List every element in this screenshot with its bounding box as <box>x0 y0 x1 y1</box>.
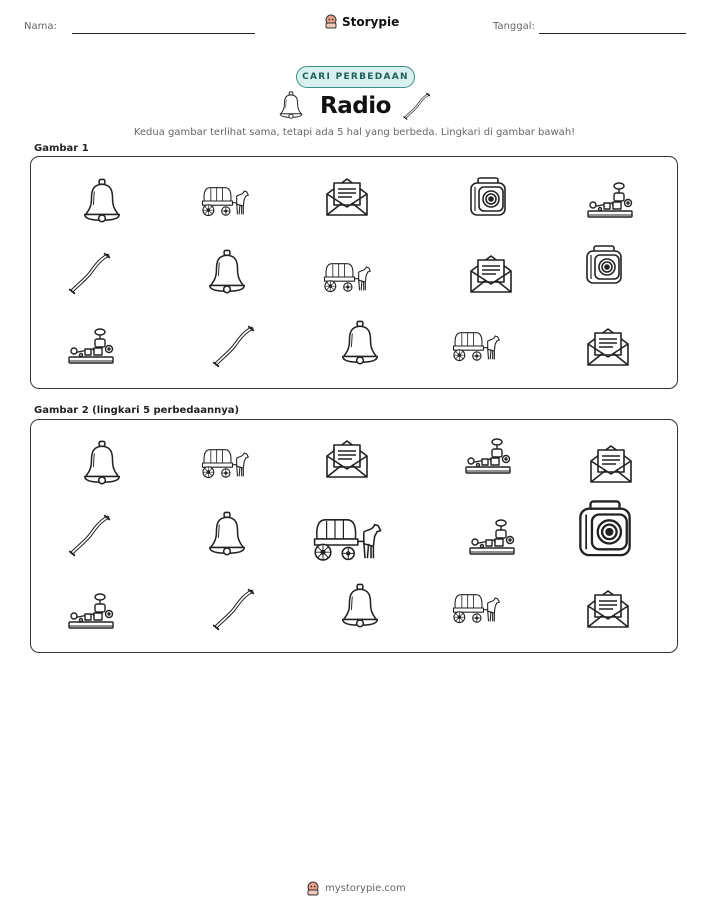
instructions: Kedua gambar terlihat sama, tetapi ada 5 hal yang berbeda. Lingkari di gambar bawah! <box>133 127 576 138</box>
envelope-letter-icon <box>325 176 369 218</box>
envelope-letter-icon[interactable] <box>589 443 633 485</box>
brand-name: Storypie <box>342 14 400 29</box>
speaker-box-icon <box>584 245 624 285</box>
envelope-letter-icon[interactable] <box>586 588 630 630</box>
telegraph-key-icon <box>67 327 115 367</box>
date-label: Tanggal: <box>493 21 535 32</box>
name-field[interactable] <box>72 33 255 34</box>
bell-icon <box>279 91 303 121</box>
covered-wagon-icon[interactable] <box>451 591 501 625</box>
bell-icon[interactable] <box>207 511 247 559</box>
page-title: Radio <box>320 93 391 119</box>
covered-wagon-icon <box>451 329 501 363</box>
speaker-box-icon <box>468 177 508 217</box>
covered-wagon-icon <box>322 260 372 294</box>
telegraph-key-icon[interactable] <box>67 592 115 632</box>
footer-url: mystorypie.com <box>325 883 406 894</box>
antenna-wire-icon[interactable] <box>66 512 114 558</box>
telegraph-key-icon <box>586 181 634 221</box>
date-field[interactable] <box>539 33 686 34</box>
bell-icon <box>82 178 122 226</box>
envelope-letter-icon <box>586 326 630 368</box>
name-label: Nama: <box>24 21 57 32</box>
storypie-mascot-icon <box>324 14 338 29</box>
telegraph-key-icon[interactable] <box>468 518 516 558</box>
speaker-box-icon[interactable] <box>576 500 634 558</box>
activity-badge: CARI PERBEDAAN <box>296 66 415 88</box>
section-one-label: Gambar 1 <box>34 143 89 154</box>
antenna-wire-icon[interactable] <box>210 586 258 632</box>
covered-wagon-icon[interactable] <box>311 514 383 564</box>
bell-icon[interactable] <box>340 583 380 631</box>
envelope-letter-icon <box>469 253 513 295</box>
covered-wagon-icon[interactable] <box>200 446 250 480</box>
brand-logo <box>324 14 399 29</box>
footer-brand <box>306 881 406 896</box>
storypie-mascot-icon <box>306 881 320 896</box>
bell-icon <box>340 320 380 368</box>
bell-icon <box>207 249 247 297</box>
section-two-label: Gambar 2 (lingkari 5 perbedaannya) <box>34 405 240 416</box>
antenna-wire-icon <box>66 250 114 296</box>
envelope-letter-icon[interactable] <box>325 438 369 480</box>
bell-icon[interactable] <box>82 440 122 488</box>
antenna-wire-icon <box>210 323 258 369</box>
covered-wagon-icon <box>200 184 250 218</box>
telegraph-key-icon[interactable] <box>464 437 512 477</box>
antenna-wire-icon <box>402 90 432 122</box>
